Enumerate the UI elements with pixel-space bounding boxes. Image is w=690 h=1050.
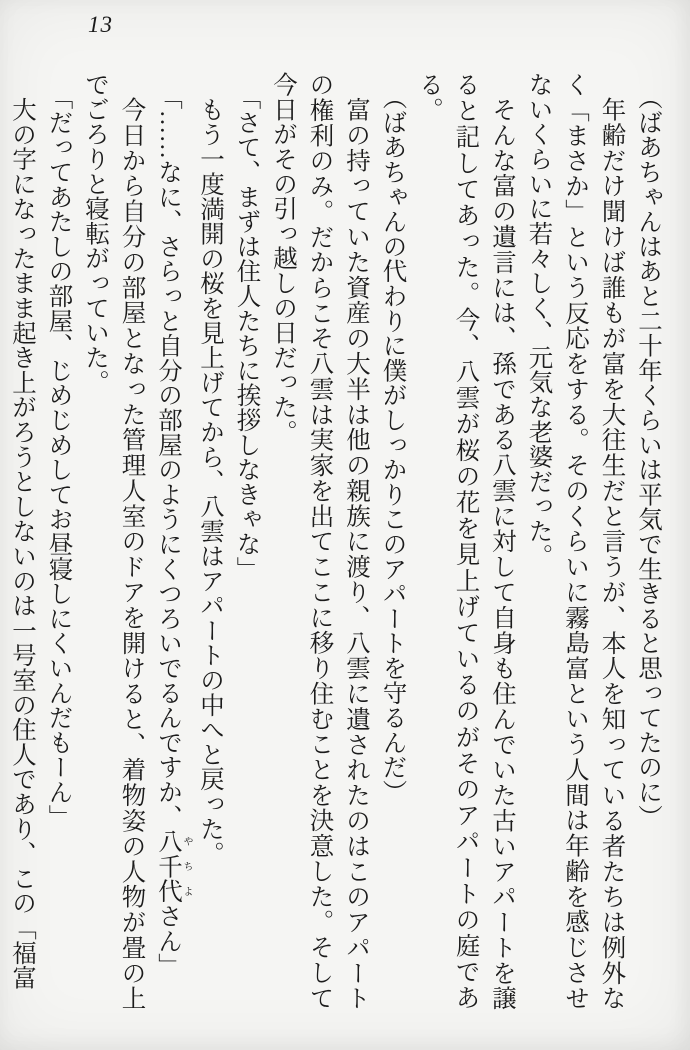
text-body: [4, 72, 667, 1010]
paragraph: 年齢だけ聞けば誰もが富を大往生だと言うが、本人を知っている者たちは例外なく「まさか」という反応をする。そのくらいに霧島富という人間は年齢を感じさせないくらいに若々しく、元気な老婆だった。: [525, 72, 626, 1010]
paragraph: 今日から自分の部屋となった管理人室のドアを開けると、着物姿の人物が畳の上でごろりと寝転がっていた。: [82, 72, 146, 1010]
paragraph: 富の持っていた資産の大半は他の親族に渡り、八雲に遺されたのはこのアパートの権利のみ。だからこそ八雲は実家を出てここに移り住むことを決意した。そして今日がその引っ越しの日だった。: [270, 72, 370, 1010]
paragraph: そんな富の遺言には、孫である八雲に対して自身も住んでいた古いアパートを譲ると記してあった。今、八雲が桜の花を見上げているのがそのアパートの庭である。: [416, 72, 516, 1010]
ruby-annotated-name: 八千代 やちよ: [155, 829, 192, 904]
paragraph: （ばあちゃんの代わりに僕がしっかりこのアパートを守るんだ）: [379, 85, 407, 805]
paragraph: もう一度満開の桜を見上げてから、八雲はアパートの中へと戻った。: [197, 96, 224, 866]
page-number: 13: [88, 12, 113, 37]
ruby-reading: やちよ: [181, 829, 192, 904]
paragraph: （ばあちゃんはあと二十年くらいは平気で生きると思ってたのに）: [635, 85, 662, 830]
paragraph: 「……なに、さらっと自分の部屋のようにくつろいでるんですか、八千代 やちよさん」: [155, 85, 192, 979]
paragraph: 「さて、まずは住人たちに挨拶しなきゃな」: [233, 85, 261, 582]
paragraph: 「だってあたしの部屋、じめじめしてお昼寝しにくいんだもーん」: [45, 85, 73, 830]
paragraph: 大の字になったまま起き上がろうとしないのは一号室の住人であり、この「福富: [9, 96, 36, 990]
